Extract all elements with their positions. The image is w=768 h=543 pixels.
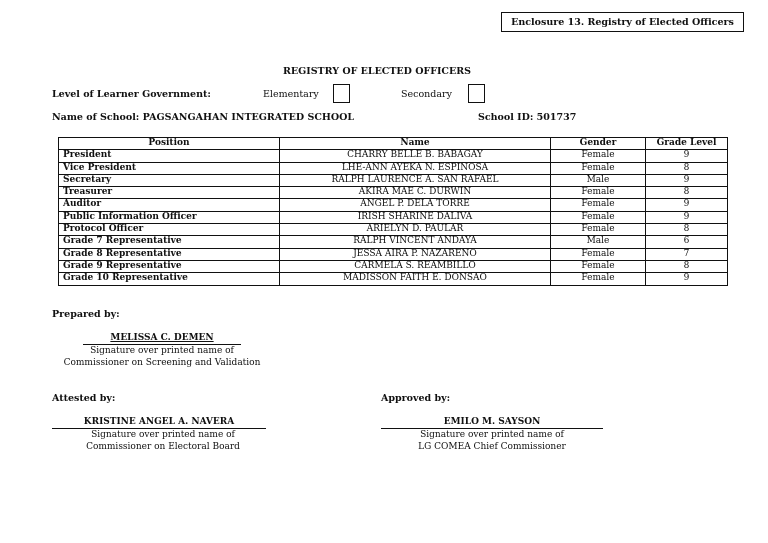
table-row [59,199,728,211]
officer-position: Grade 8 Representative [59,248,280,260]
enclosure-label: Enclosure 13. Registry of Elected Officers [501,12,744,32]
secondary-checkbox[interactable] [468,84,485,103]
school-name-row [52,112,354,123]
school-id-label: School ID: [478,112,534,123]
officer-name: IRISH SHARINE DALIVA [280,211,551,223]
officer-position: Protocol Officer [59,224,280,236]
officers-table [58,137,728,286]
officer-grade-level: 9 [646,273,728,285]
officer-name: RALPH LAURENCE A. SAN RAFAEL [280,174,551,186]
table-row [59,162,728,174]
officer-gender: Female [551,273,646,285]
officer-gender: Female [551,150,646,162]
header-name: Name [280,138,551,150]
officer-position: Grade 10 Representative [59,273,280,285]
prepared-name: MELISSA C. DEMEN [110,333,214,343]
officer-position: President [59,150,280,162]
officer-grade-level: 9 [646,199,728,211]
officer-gender: Female [551,211,646,223]
officer-grade-level: 9 [646,150,728,162]
officer-position: Grade 9 Representative [59,260,280,272]
officer-grade-level: 8 [646,162,728,174]
attested-line1: Signature over printed name of [91,430,235,440]
officer-position: Public Information Officer [59,211,280,223]
table-row [59,174,728,186]
school-name-value: PAGSANGAHAN INTEGRATED SCHOOL [142,112,355,123]
officer-position: Secretary [59,174,280,186]
officer-grade-level: 9 [646,211,728,223]
table-row [59,224,728,236]
prepared-label: Prepared by: [52,309,120,320]
officer-position: Vice President [59,162,280,174]
approved-signature-block [381,416,603,453]
officer-grade-level: 8 [646,187,728,199]
elementary-label: Elementary [263,89,319,100]
prepared-line2: Commissioner on Screening and Validation [63,358,261,368]
table-row [59,260,728,272]
school-id-value: 501737 [536,112,577,123]
attested-line2: Commissioner on Electoral Board [86,442,240,452]
officer-grade-level: 8 [646,260,728,272]
school-id-row [478,112,576,123]
officer-gender: Male [551,174,646,186]
officer-gender: Female [551,224,646,236]
officer-grade-level: 8 [646,224,728,236]
officer-name: CHARRY BELLE B. BABAGAY [280,150,551,162]
approved-line2: LG COMEA Chief Commissioner [418,442,566,452]
elementary-checkbox[interactable] [333,84,350,103]
officer-name: RALPH VINCENT ANDAYA [280,236,551,248]
officer-grade-level: 6 [646,236,728,248]
officer-name: MADISSON FAITH E. DONSAO [280,273,551,285]
officer-name: ARIELYN D. PAULAR [280,224,551,236]
table-row [59,211,728,223]
table-header-row [59,138,728,150]
officer-gender: Female [551,260,646,272]
attested-name: KRISTINE ANGEL A. NAVERA [83,417,235,427]
officer-gender: Female [551,199,646,211]
officer-position: Treasurer [59,187,280,199]
table-row [59,248,728,260]
officer-gender: Male [551,236,646,248]
prepared-line1: Signature over printed name of [83,344,241,357]
officer-name: ANGEL P. DELA TORRE [280,199,551,211]
header-grade-level: Grade Level [646,138,728,150]
officer-grade-level: 7 [646,248,728,260]
document-title: REGISTRY OF ELECTED OFFICERS [283,66,471,77]
level-label: Level of Learner Government: [52,89,211,100]
attested-signature-block [52,416,274,453]
school-name-label: Name of School: [52,112,140,123]
officer-name: CARMELA S. REAMBILLO [280,260,551,272]
officer-gender: Female [551,187,646,199]
officer-name: LHE-ANN AYEKA N. ESPINOSA [280,162,551,174]
officer-name: JESSA AIRA P. NAZARENO [280,248,551,260]
officer-grade-level: 9 [646,174,728,186]
officer-position: Grade 7 Representative [59,236,280,248]
header-position: Position [59,138,280,150]
table-row [59,236,728,248]
header-gender: Gender [551,138,646,150]
approved-label: Approved by: [381,393,451,404]
officer-name: AKIRA MAE C. DURWIN [280,187,551,199]
secondary-label: Secondary [401,89,452,100]
prepared-signature-block [52,332,272,369]
table-row [59,273,728,285]
officer-position: Auditor [59,199,280,211]
attested-label: Attested by: [52,393,116,404]
officer-gender: Female [551,162,646,174]
approved-line1: Signature over printed name of [420,430,564,440]
officer-gender: Female [551,248,646,260]
table-row [59,150,728,162]
table-row [59,187,728,199]
approved-name: EMILO M. SAYSON [443,417,541,427]
